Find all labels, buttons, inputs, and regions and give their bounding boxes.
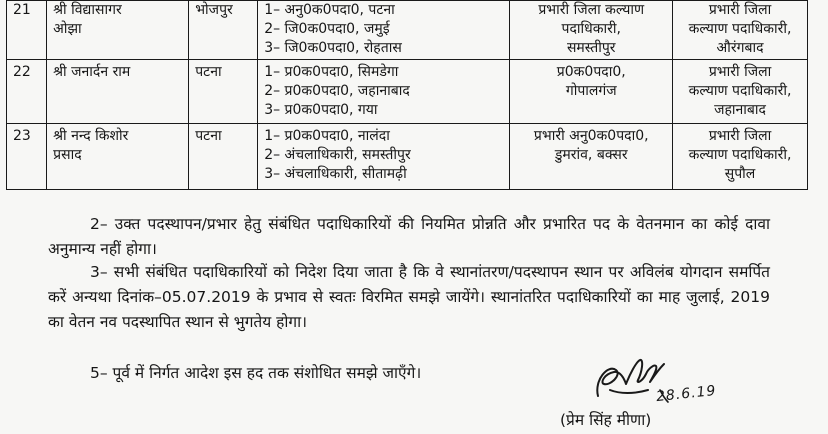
posting-table-body (7, 1, 808, 190)
table-row (7, 1, 808, 60)
serial-number: 21 (7, 1, 47, 60)
new-posting-line: प्र0क0पदा0, (556, 64, 626, 80)
additional-charge (673, 60, 808, 124)
option-item: 2– जि0क0पदा0, जमुई (264, 21, 390, 37)
option-item: 2– प्र0क0पदा0, जहानाबाद (264, 83, 410, 99)
additional-charge (673, 124, 808, 190)
option-list (258, 124, 510, 190)
additional-charge-line: सुपौल (724, 166, 756, 182)
officer-name (47, 60, 189, 124)
signatory-name: (प्रेम सिंह मीणा) (560, 411, 652, 429)
signature-block (540, 350, 740, 434)
new-posting (510, 60, 673, 124)
option-item: 3– प्र0क0पदा0, गया (264, 102, 378, 118)
additional-charge-line: प्रभारी जिला (708, 64, 772, 80)
new-posting-line: समस्तीपुर (566, 40, 616, 56)
additional-charge-line: औरंगबाद (716, 40, 764, 56)
additional-charge (673, 1, 808, 60)
serial-number: 23 (7, 124, 47, 190)
new-posting-line: पदाधिकारी, (561, 21, 621, 37)
option-item: 3– जि0क0पदा0, रोहतास (264, 40, 402, 56)
new-posting (510, 1, 673, 60)
option-item: 1– प्र0क0पदा0, सिमडेगा (264, 64, 399, 80)
officer-name-line: श्री नन्द किशोर (53, 128, 129, 144)
serial-number: 22 (7, 60, 47, 124)
additional-charge-line: कल्याण पदाधिकारी, (688, 147, 792, 163)
new-posting (510, 124, 673, 190)
home-district: पटना (189, 124, 258, 190)
additional-charge-line: प्रभारी जिला (708, 128, 772, 144)
new-posting-line: डुमरांव, बक्सर (554, 147, 628, 163)
new-posting-line: प्रभारी अनु0क0पदा0, (533, 128, 649, 144)
additional-charge-line: कल्याण पदाधिकारी, (688, 21, 792, 37)
officer-name-line: श्री जनार्दन राम (53, 64, 131, 80)
home-district: पटना (189, 60, 258, 124)
option-item: 1– प्र0क0पदा0, नालंदा (264, 128, 390, 144)
officer-name-line: श्री विद्यासागर (53, 2, 122, 18)
signature-date: 28.6.19 (655, 382, 718, 406)
table-row (7, 124, 808, 190)
option-list (258, 1, 510, 60)
option-list (258, 60, 510, 124)
home-district: भोजपुर (189, 1, 258, 60)
new-posting-line: गोपालगंज (565, 83, 617, 99)
officer-name-line: प्रसाद (53, 147, 82, 163)
table-row (7, 60, 808, 124)
option-item: 2– अंचलाधिकारी, समस्तीपुर (264, 147, 411, 163)
additional-charge-line: जहानाबाद (714, 102, 766, 118)
additional-charge-line: प्रभारी जिला (708, 2, 772, 18)
officer-name (47, 124, 189, 190)
paragraph-3: 3– सभी संबंधित पदाधिकारियों को निदेश दिया जाता है कि वे स्थानांतरण/पदस्थापन स्थान पर अविलंब योगदान समर्पित करें अन्यथा दिनांक–05.07.2019 के प्रभाव से स्वतः विरमित समझे जायेंगे। स्थानांतरित पदाधिकारियों का माह जुलाई, 2019 का वेतन नव पदस्थापित स्थान से भुगतेय होगा। (48, 262, 770, 331)
option-item: 1– अनु0क0पदा0, पटना (264, 2, 395, 18)
paragraph-2: 2– उक्त पदस्थापन/प्रभार हेतु संबंधित पदाधिकारियों की नियमित प्रोन्नति और प्रभारित पद के वेतनमान का कोई दावा अनुमान्य नहीं होगा। (48, 214, 770, 258)
new-posting-line: प्रभारी जिला कल्याण (538, 2, 645, 18)
posting-table (6, 0, 808, 190)
officer-name-line: ओझा (53, 21, 82, 37)
option-item: 3– अंचलाधिकारी, सीतामढ़ी (264, 166, 407, 182)
additional-charge-line: कल्याण पदाधिकारी, (688, 83, 792, 99)
officer-name (47, 1, 189, 60)
paragraph-5: 5– पूर्व में निर्गत आदेश इस हद तक संशोधित समझे जाएँगे। (90, 363, 422, 382)
